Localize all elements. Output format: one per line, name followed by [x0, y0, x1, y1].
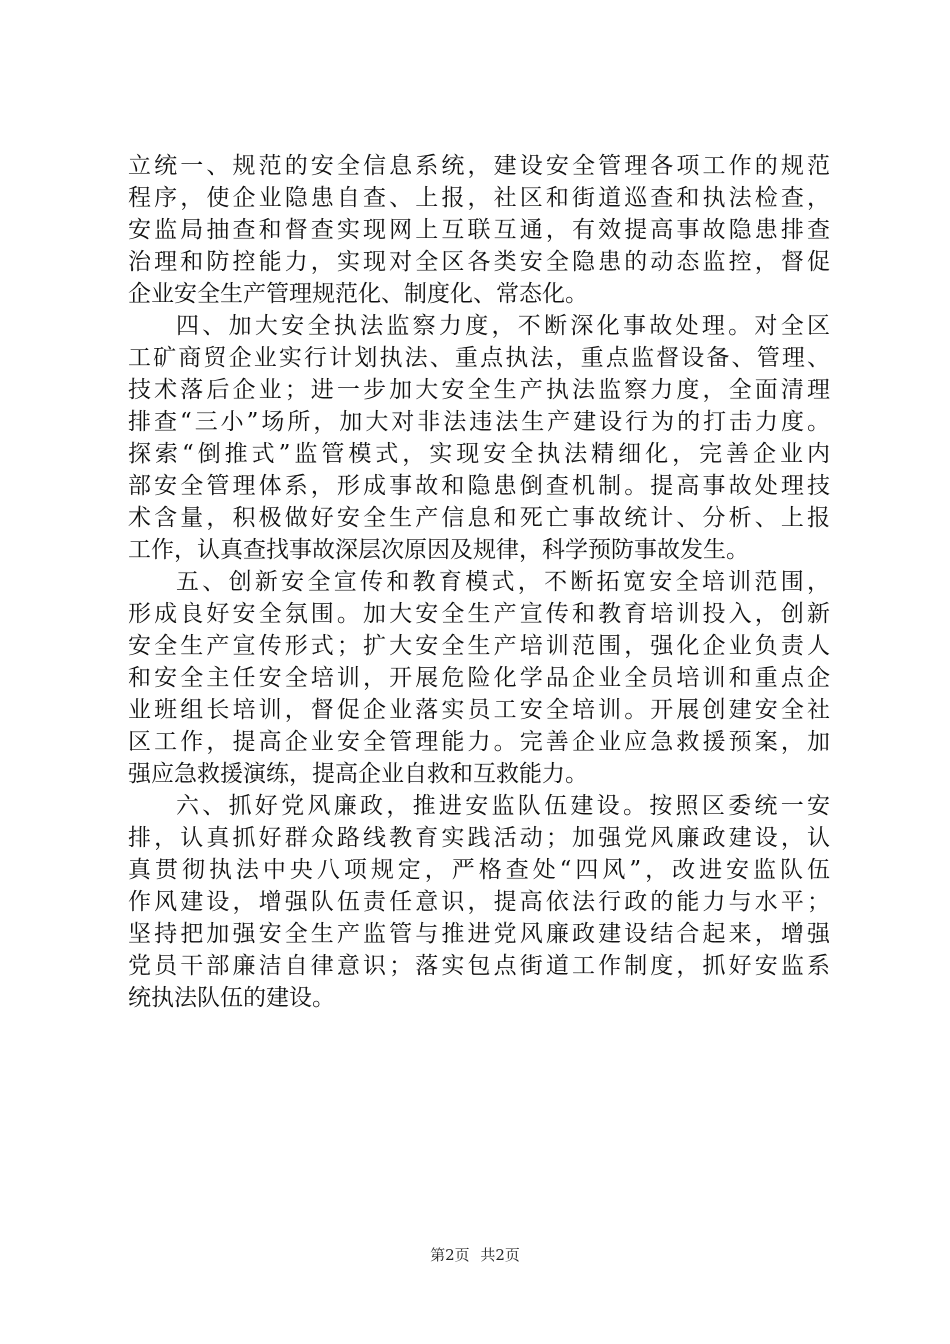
text-line: 企业安全生产管理规范化、制度化、常态化。: [128, 281, 588, 307]
body-text: [128, 150, 830, 1014]
text-line: 和安全主任安全培训，开展危险化学品企业全员培训和重点企: [128, 665, 830, 691]
text-line: 坚持把加强安全生产监管与推进党风廉政建设结合起来，增强: [128, 921, 830, 947]
text-line: 立统一、规范的安全信息系统，建设安全管理各项工作的规范: [128, 153, 830, 179]
text-line: 真贯彻执法中央八项规定，严格查处“四风”，改进安监队伍: [128, 857, 830, 883]
text-line: 统执法队伍的建设。: [128, 985, 335, 1011]
text-line: 强应急救援演练，提高企业自救和互救能力。: [128, 761, 588, 787]
text-line: 安监局抽查和督查实现网上互联互通，有效提高事故隐患排查: [128, 217, 830, 243]
text-line: 业班组长培训，督促企业落实员工安全培训。开展创建安全社: [128, 697, 830, 723]
text-line: 工作，认真查找事故深层次原因及规律，科学预防事故发生。: [128, 537, 749, 563]
text-line: 工矿商贸企业实行计划执法、重点执法，重点监督设备、管理、: [128, 345, 830, 371]
text-line: 形成良好安全氛围。加大安全生产宣传和教育培训投入，创新: [128, 601, 830, 627]
text-line: 安全生产宣传形式；扩大安全生产培训范围，强化企业负责人: [128, 633, 830, 659]
text-line: 技术落后企业；进一步加大安全生产执法监察力度，全面清理: [128, 377, 830, 403]
text-line: 部安全管理体系，形成事故和隐患倒查机制。提高事故处理技: [128, 473, 830, 499]
text-line: 排查“三小”场所，加大对非法违法生产建设行为的打击力度。: [128, 409, 830, 435]
page-footer: [0, 1245, 950, 1265]
text-line: 程序，使企业隐患自查、上报，社区和街道巡查和执法检查，: [128, 185, 830, 211]
paragraph-start-line: 六、抓好党风廉政，推进安监队伍建设。按照区委统一安: [176, 793, 830, 819]
text-line: 党员干部廉洁自律意识；落实包点街道工作制度，抓好安监系: [128, 953, 830, 979]
page-total: 共2页: [480, 1246, 520, 1264]
page-number: 第2页: [430, 1246, 470, 1264]
text-line: 区工作，提高企业安全管理能力。完善企业应急救援预案，加: [128, 729, 830, 755]
text-line: 治理和防控能力，实现对全区各类安全隐患的动态监控，督促: [128, 249, 830, 275]
paragraph-start-line: 四、加大安全执法监察力度，不断深化事故处理。对全区: [176, 313, 830, 339]
text-line: 作风建设，增强队伍责任意识，提高依法行政的能力与水平；: [128, 889, 830, 915]
text-line: 术含量，积极做好安全生产信息和死亡事故统计、分析、上报: [128, 505, 830, 531]
text-line: 探索“倒推式”监管模式，实现安全执法精细化，完善企业内: [128, 441, 830, 467]
paragraph-start-line: 五、创新安全宣传和教育模式，不断拓宽安全培训范围，: [176, 569, 830, 595]
text-line: 排，认真抓好群众路线教育实践活动；加强党风廉政建设，认: [128, 825, 830, 851]
